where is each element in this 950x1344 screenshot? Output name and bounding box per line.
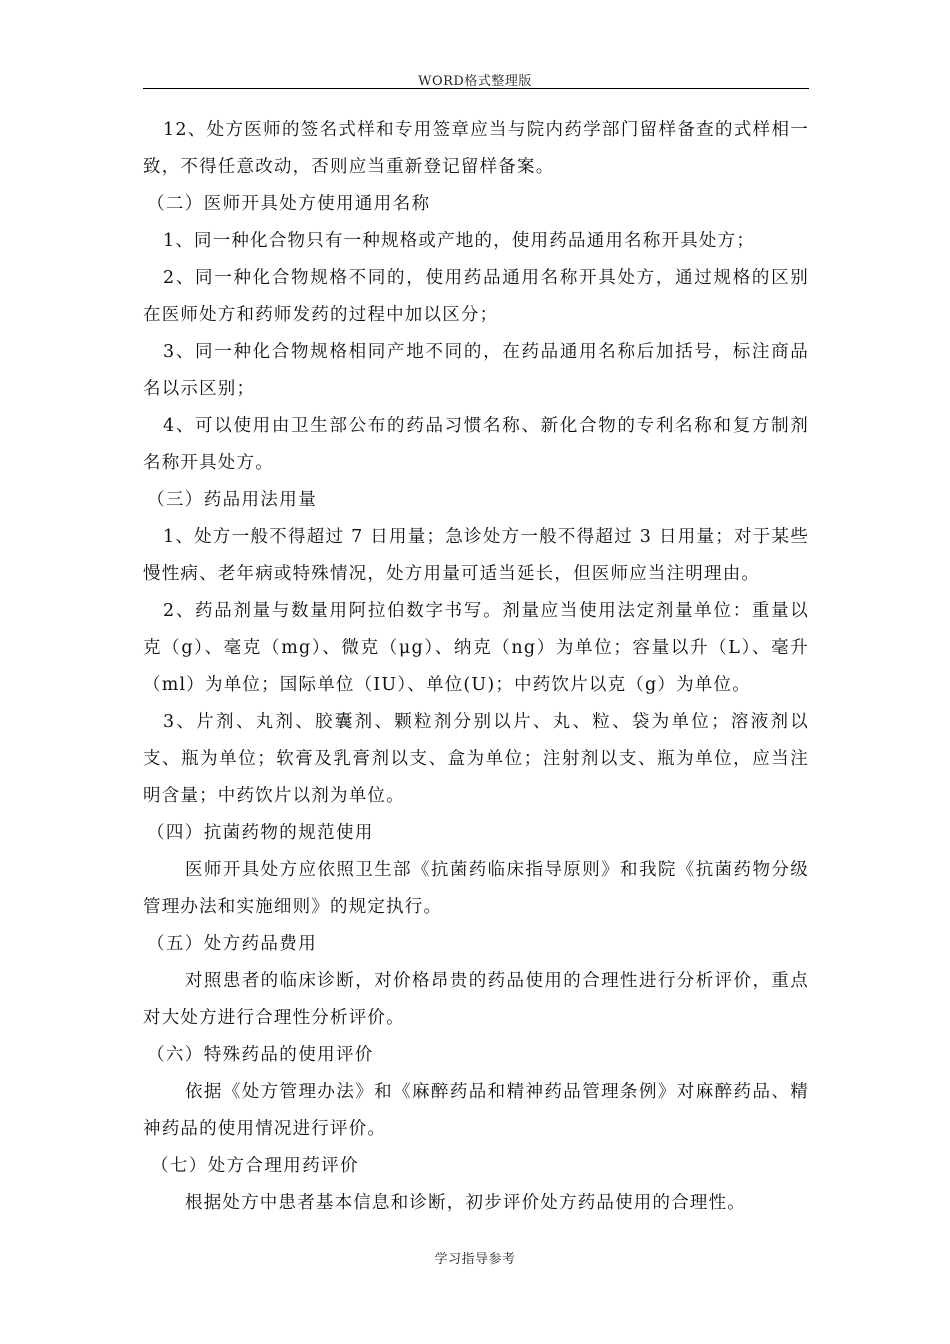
paragraph-item-4: 4、可以使用由卫生部公布的药品习惯名称、新化合物的专利名称和复方制剂名称开具处方。	[143, 416, 809, 473]
paragraph-body: 医师开具处方应依照卫生部《抗菌药临床指导原则》和我院《抗菌药物分级管理办法和实施细则》的规定执行。	[143, 860, 809, 917]
section-heading-7: （七）处方合理用药评价	[151, 1156, 359, 1176]
paragraph-body: 根据处方中患者基本信息和诊断，初步评价处方药品使用的合理性。	[185, 1193, 746, 1213]
section-heading-4: （四）抗菌药物的规范使用	[147, 823, 374, 843]
section-heading-6: （六）特殊药品的使用评价	[147, 1045, 374, 1065]
page-header: WORD格式整理版	[418, 74, 532, 89]
paragraph-body: 对照患者的临床诊断，对价格昂贵的药品使用的合理性进行分析评价，重点对大处方进行合理性分析评价。	[143, 971, 809, 1028]
paragraph-item-1: 1、同一种化合物只有一种规格或产地的，使用药品通用名称开具处方；	[163, 231, 756, 251]
section-heading-5: （五）处方药品费用	[147, 934, 318, 954]
paragraph-item-3: 3、片剂、丸剂、胶囊剂、颗粒剂分别以片、丸、粒、袋为单位；溶液剂以支、瓶为单位；软膏及乳膏剂以支、盒为单位；注射剂以支、瓶为单位，应当注明含量；中药饮片以剂为单位。	[143, 712, 809, 806]
paragraph-item-3: 3、同一种化合物规格相同产地不同的，在药品通用名称后加括号，标注商品名以示区别；	[143, 342, 809, 399]
header-divider	[143, 88, 809, 89]
section-heading-2: （二）医师开具处方使用通用名称	[147, 194, 431, 214]
page-footer: 学习指导参考	[434, 1252, 516, 1267]
paragraph-item-12: 12、处方医师的签名式样和专用签章应当与院内药学部门留样备查的式样相一致，不得任意改动，否则应当重新登记留样备案。	[143, 120, 809, 177]
section-heading-3: （三）药品用法用量	[147, 490, 318, 510]
paragraph-item-2: 2、同一种化合物规格不同的，使用药品通用名称开具处方，通过规格的区别在医师处方和药师发药的过程中加以区分；	[143, 268, 809, 325]
paragraph-item-2: 2、药品剂量与数量用阿拉伯数字书写。剂量应当使用法定剂量单位：重量以克（g）、毫克（mg）、微克（μg）、纳克（ng）为单位；容量以升（L）、毫升（ml）为单位；国际单位（IU）、单位(U)；中药饮片以克（g）为单位。	[143, 601, 809, 695]
document-body	[143, 112, 809, 1222]
paragraph-body: 依据《处方管理办法》和《麻醉药品和精神药品管理条例》对麻醉药品、精神药品的使用情况进行评价。	[143, 1082, 809, 1139]
paragraph-item-1: 1、处方一般不得超过 7 日用量；急诊处方一般不得超过 3 日用量；对于某些慢性病、老年病或特殊情况，处方用量可适当延长，但医师应当注明理由。	[143, 527, 809, 584]
